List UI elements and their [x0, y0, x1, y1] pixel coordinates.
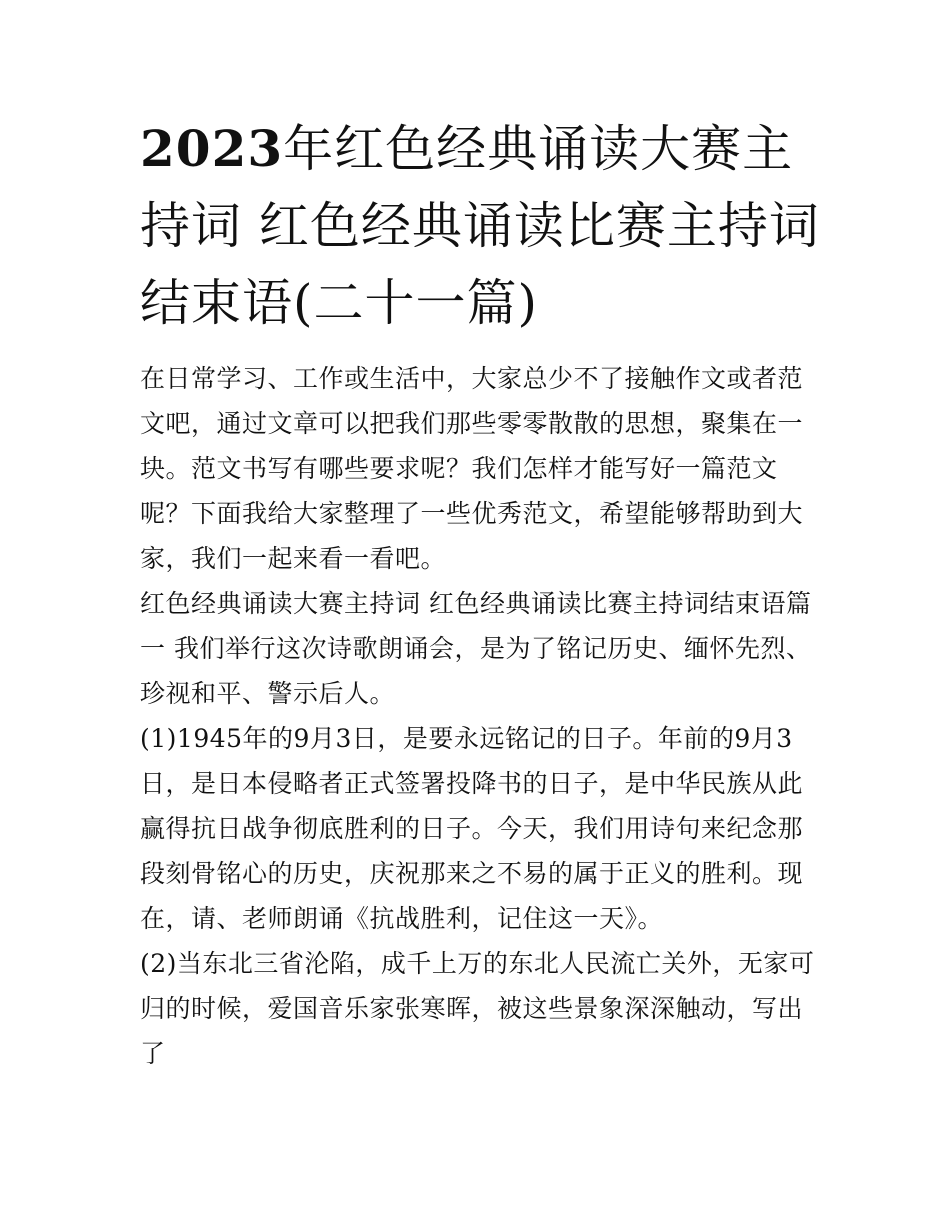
paragraph-intro: 在日常学习、工作或生活中，大家总少不了接触作文或者范文吧，通过文章可以把我们那些零零散散的思想，聚集在一块。范文书写有哪些要求呢？我们怎样才能写好一篇范文呢？下面我给大家整理了一些优秀范文，希望能够帮助到大家，我们一起来看一看吧。	[140, 364, 804, 573]
title-text: 年红色经典诵读大赛主持词 红色经典诵读比赛主持词结束语(二十一篇)	[140, 120, 820, 332]
document-body	[140, 356, 816, 1076]
paragraph-section-one: 红色经典诵读大赛主持词 红色经典诵读比赛主持词结束语篇一 我们举行这次诗歌朗诵会，是为了铭记历史、缅怀先烈、珍视和平、警示后人。	[140, 589, 812, 708]
document-title	[140, 110, 820, 342]
paragraph-item-2: (2)当东北三省沦陷，成千上万的东北人民流亡关外，无家可归的时候，爱国音乐家张寒晖，被这些景象深深触动，写出了	[140, 949, 815, 1068]
paragraph-item-1: (1)1945年的9月3日，是要永远铭记的日子。年前的9月3日，是日本侵略者正式签署投降书的日子，是中华民族从此赢得抗日战争彻底胜利的日子。今天，我们用诗句来纪念那段刻骨铭心的历史，庆祝那来之不易的属于正义的胜利。现在，请、老师朗诵《抗战胜利，记住这一天》。	[140, 724, 804, 933]
title-year: 2023	[140, 119, 284, 178]
